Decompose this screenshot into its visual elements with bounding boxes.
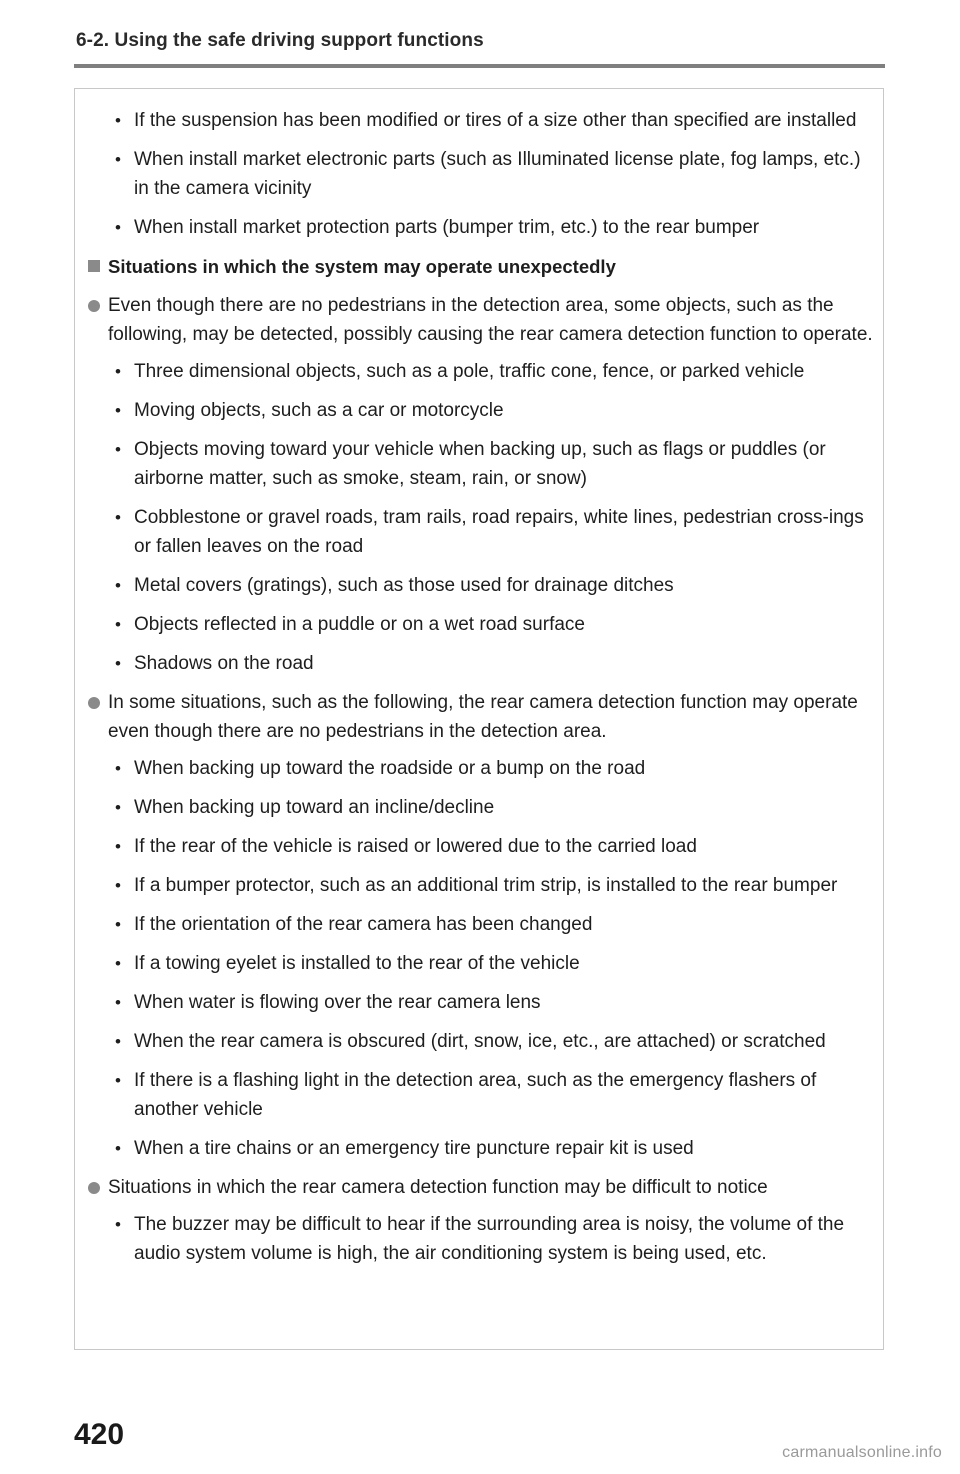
header-divider xyxy=(74,64,885,68)
list-item xyxy=(108,1210,876,1268)
circle-bullet-icon xyxy=(88,1182,100,1194)
list-item-text: Objects reflected in a puddle or on a wet road surface xyxy=(134,614,585,635)
situation-item-1-list xyxy=(108,357,876,678)
list-item xyxy=(108,1027,876,1056)
situation-item-1 xyxy=(108,291,876,678)
list-item xyxy=(108,1066,876,1124)
list-item-text: When water is flowing over the rear camera lens xyxy=(134,992,541,1013)
list-item-text: Objects moving toward your vehicle when backing up, such as flags or puddles (or airborne matter, such as smoke, steam, rain, or snow) xyxy=(134,439,826,489)
section-heading-text: Situations in which the system may operate unexpectedly xyxy=(108,256,616,277)
bullet-dot-icon: • xyxy=(115,576,121,595)
list-item-text: Metal covers (gratings), such as those used for drainage ditches xyxy=(134,575,674,596)
situation-item-1-text: Even though there are no pedestrians in the detection area, some objects, such as the following, may be detected, possibly causing the rear camera detection function to operate. xyxy=(108,295,873,345)
list-item-text: Shadows on the road xyxy=(134,653,314,674)
bullet-dot-icon: • xyxy=(115,401,121,420)
list-item xyxy=(108,396,876,425)
intro-bullet-text: When install market electronic parts (such as Illuminated license plate, fog lamps, etc.) in the camera vicinity xyxy=(134,149,861,199)
list-item-text: Cobblestone or gravel roads, tram rails, road repairs, white lines, pedestrian cross-ings or fallen leaves on the road xyxy=(134,507,864,557)
bullet-dot-icon: • xyxy=(115,362,121,381)
bullet-dot-icon: • xyxy=(115,111,121,130)
bullet-dot-icon: • xyxy=(115,837,121,856)
bullet-dot-icon: • xyxy=(115,1215,121,1234)
bullet-dot-icon: • xyxy=(115,508,121,527)
list-item xyxy=(108,571,876,600)
page-number: 420 xyxy=(74,1418,125,1451)
situation-item-2-list xyxy=(108,754,876,1163)
content-body xyxy=(108,106,876,1278)
list-item xyxy=(108,949,876,978)
list-item xyxy=(108,832,876,861)
list-item-text: The buzzer may be difficult to hear if the surrounding area is noisy, the volume of the audio system volume is high, the air conditioning system is being used, etc. xyxy=(134,1214,845,1264)
situation-item-2-text: In some situations, such as the following, the rear camera detection function may operate even though there are no pedestrians in the detection area. xyxy=(108,692,858,742)
list-item xyxy=(108,910,876,939)
bullet-dot-icon: • xyxy=(115,1139,121,1158)
list-item xyxy=(108,435,876,493)
list-item-text: If there is a flashing light in the detection area, such as the emergency flashers of another vehicle xyxy=(134,1070,817,1120)
bullet-dot-icon: • xyxy=(115,915,121,934)
list-item-text: If the orientation of the rear camera has been changed xyxy=(134,914,593,935)
list-item xyxy=(108,793,876,822)
list-item-text: If the rear of the vehicle is raised or lowered due to the carried load xyxy=(134,836,697,857)
circle-bullet-icon xyxy=(88,300,100,312)
bullet-dot-icon: • xyxy=(115,993,121,1012)
intro-bullet xyxy=(108,213,876,242)
list-item-text: When the rear camera is obscured (dirt, snow, ice, etc., are attached) or scratched xyxy=(134,1031,826,1052)
list-item xyxy=(108,503,876,561)
list-item xyxy=(108,649,876,678)
intro-bullet xyxy=(108,145,876,203)
list-item xyxy=(108,988,876,1017)
list-item-text: If a towing eyelet is installed to the rear of the vehicle xyxy=(134,953,580,974)
section-header-title: 6-2. Using the safe driving support functions xyxy=(76,30,484,51)
list-item xyxy=(108,754,876,783)
square-bullet-icon xyxy=(88,260,100,272)
bullet-dot-icon: • xyxy=(115,440,121,459)
list-item-text: Three dimensional objects, such as a pole, traffic cone, fence, or parked vehicle xyxy=(134,361,805,382)
list-item-text: Moving objects, such as a car or motorcycle xyxy=(134,400,504,421)
bullet-dot-icon: • xyxy=(115,218,121,237)
situation-item-3 xyxy=(108,1173,876,1268)
list-item-text: When backing up toward an incline/decline xyxy=(134,797,495,818)
bullet-dot-icon: • xyxy=(115,759,121,778)
bullet-dot-icon: • xyxy=(115,150,121,169)
section-heading xyxy=(108,252,876,281)
bullet-dot-icon: • xyxy=(115,615,121,634)
list-item xyxy=(108,610,876,639)
list-item xyxy=(108,871,876,900)
bullet-dot-icon: • xyxy=(115,1071,121,1090)
intro-bullet-text: When install market protection parts (bumper trim, etc.) to the rear bumper xyxy=(134,217,760,238)
bullet-dot-icon: • xyxy=(115,954,121,973)
site-watermark: carmanualsonline.info xyxy=(782,1444,942,1461)
situation-item-3-list xyxy=(108,1210,876,1268)
bullet-dot-icon: • xyxy=(115,654,121,673)
bullet-dot-icon: • xyxy=(115,798,121,817)
situation-item-3-text: Situations in which the rear camera detection function may be difficult to notice xyxy=(108,1177,768,1198)
list-item xyxy=(108,1134,876,1163)
bullet-dot-icon: • xyxy=(115,1032,121,1051)
bullet-dot-icon: • xyxy=(115,876,121,895)
list-item xyxy=(108,357,876,386)
intro-bullet xyxy=(108,106,876,135)
list-item-text: When a tire chains or an emergency tire puncture repair kit is used xyxy=(134,1138,694,1159)
intro-bullet-text: If the suspension has been modified or tires of a size other than specified are installed xyxy=(134,110,857,131)
list-item-text: If a bumper protector, such as an additional trim strip, is installed to the rear bumper xyxy=(134,875,838,896)
circle-bullet-icon xyxy=(88,697,100,709)
situation-item-2 xyxy=(108,688,876,1163)
list-item-text: When backing up toward the roadside or a bump on the road xyxy=(134,758,646,779)
